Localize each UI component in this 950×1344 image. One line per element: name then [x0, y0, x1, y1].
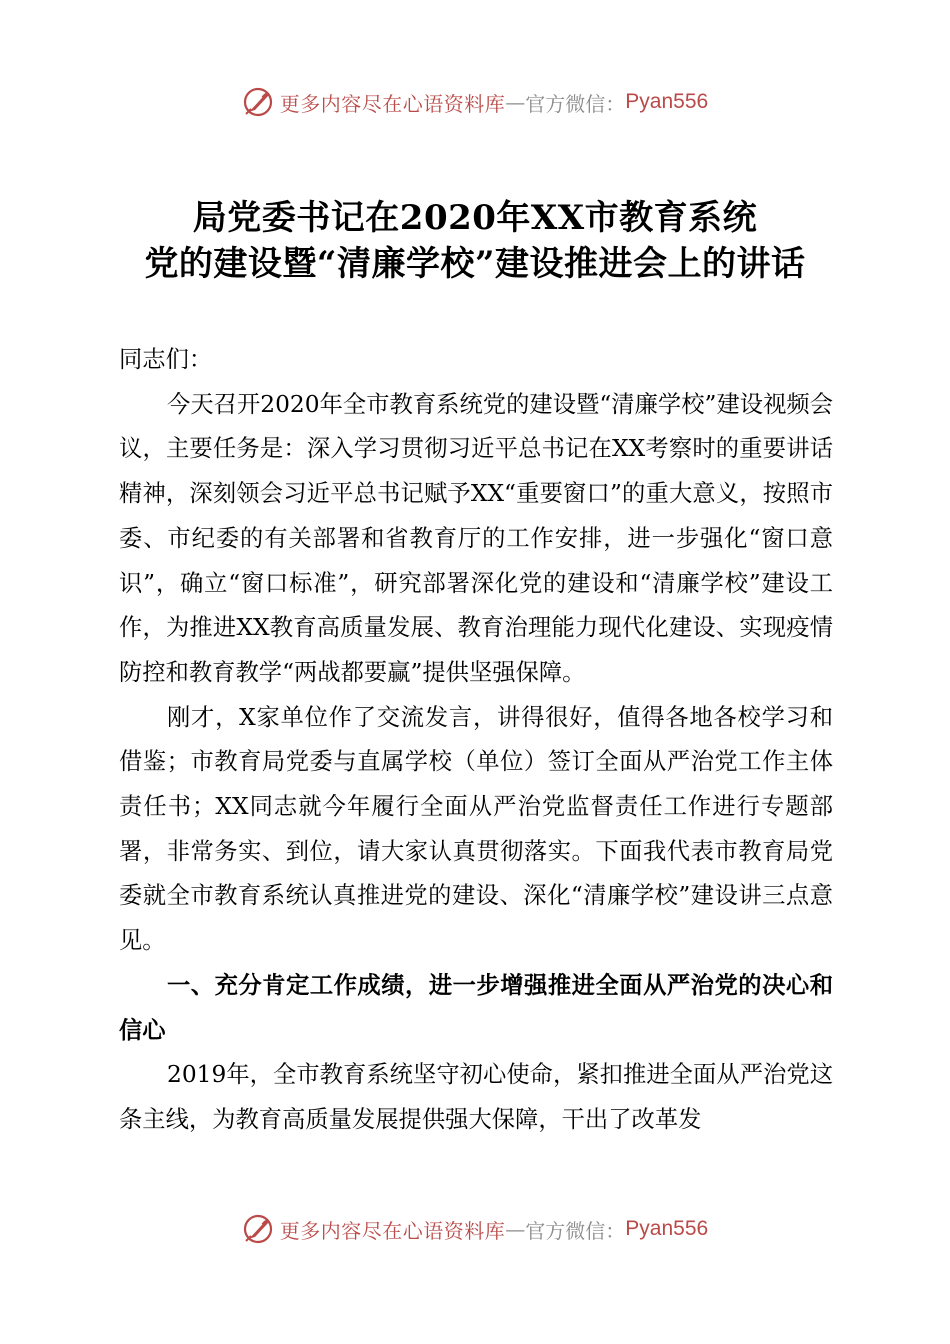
watermark-wechat-label: 官方微信：	[525, 1218, 626, 1243]
section-heading-1: 一、充分肯定工作成绩，进一步增强推进全面从严治党的决心和信心	[119, 971, 833, 1044]
document-title-line1: 局党委书记在2020年XX市教育系统	[192, 198, 758, 238]
watermark-separator: —	[505, 90, 526, 114]
document-title-line2: 党的建设暨“清廉学校”建设推进会上的讲话	[144, 244, 806, 284]
document-body	[119, 338, 833, 1143]
watermark-text: 更多内容尽在心语资料库	[279, 91, 506, 116]
watermark-separator: —	[505, 1217, 526, 1241]
watermark-banner-top	[0, 84, 950, 120]
watermark-wechat-id: Pyan556	[625, 1217, 709, 1240]
watermark-wechat-id: Pyan556	[625, 90, 709, 113]
body-paragraph-1: 今天召开2020年全市教育系统党的建设暨“清廉学校”建设视频会议，主要任务是：深入学习贯彻习近平总书记在XX考察时的重要讲话精神，深刻领会习近平总书记赋予XX“重要窗口”的重大意义，按照市委、市纪委的有关部署和省教育厅的工作安排，进一步强化“窗口意识”，确立“窗口标准”，研究部署深化党的建设和“清廉学校”建设工作，为推进XX教育高质量发展、教育治理能力现代化建设、实现疫情防控和教育教学“两战都要赢”提供坚强保障。	[119, 390, 833, 686]
watermark-banner-bottom	[0, 1211, 950, 1247]
body-paragraph-3: 2019年，全市教育系统坚守初心使命，紧扣推进全面从严治党这条主线，为教育高质量发展提供强大保障，干出了改革发	[119, 1061, 833, 1133]
salutation: 同志们：	[119, 346, 213, 373]
quill-logo-icon	[242, 86, 274, 118]
body-paragraph-2: 刚才，X家单位作了交流发言，讲得很好，值得各地各校学习和借鉴；市教育局党委与直属学校（单位）签订全面从严治党工作主体责任书；XX同志就今年履行全面从严治党监督责任工作进行专题部署，非常务实、到位，请大家认真贯彻落实。下面我代表市教育局党委就全市教育系统认真推进党的建设、深化“清廉学校”建设讲三点意见。	[119, 703, 833, 955]
watermark-wechat-label: 官方微信：	[525, 91, 626, 116]
quill-logo-icon	[242, 1213, 274, 1245]
watermark-text: 更多内容尽在心语资料库	[279, 1218, 506, 1243]
